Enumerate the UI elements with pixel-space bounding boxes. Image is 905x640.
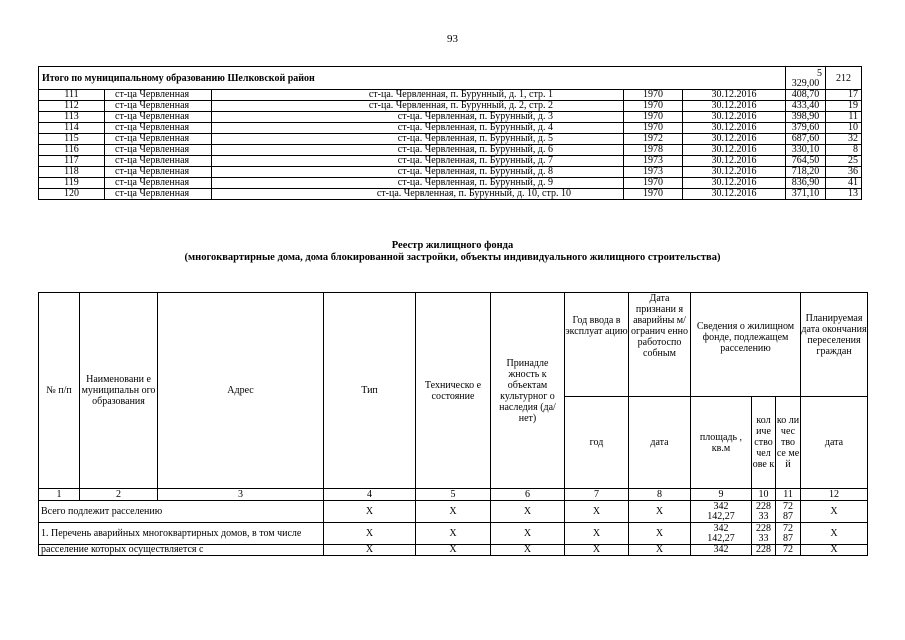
registry-title: Реестр жилищного фонда (391, 240, 514, 251)
row-number: 115 (39, 134, 105, 145)
row-year: X (565, 501, 629, 523)
column-number: 3 (158, 489, 324, 501)
row-count: 25 (826, 156, 862, 167)
row-area: 371,10 (786, 189, 826, 200)
row-type: X (324, 501, 416, 523)
row-address: ст-ца. Червленная, п. Бурунный, д. 7 (212, 156, 624, 167)
row-area: 398,90 (786, 112, 826, 123)
row-address: ст-ца. Червленная, п. Бурунный, д. 3 (212, 112, 624, 123)
row-place: ст-ца Червленная (105, 189, 212, 200)
header-resettle-group: Сведения о жилищном фонде, подлежащем расселению (691, 293, 801, 397)
table-row (39, 90, 862, 101)
row-number: 120 (39, 189, 105, 200)
row-date: 30.12.2016 (683, 156, 786, 167)
row-date: 30.12.2016 (683, 145, 786, 156)
column-number: 4 (324, 489, 416, 501)
row-number: 118 (39, 167, 105, 178)
column-number: 6 (491, 489, 565, 501)
row-count: 36 (826, 167, 862, 178)
row-year: 1972 (624, 134, 683, 145)
row-address: ст-ца. Червленная, п. Бурунный, д. 9 (212, 178, 624, 189)
header-row-1 (39, 293, 868, 397)
row-place: ст-ца Червленная (105, 123, 212, 134)
row-place: ст-ца Червленная (105, 156, 212, 167)
header-municipality: Наименовани е муниципальн ого образования (80, 293, 158, 489)
row-families: 72 87 (776, 501, 801, 523)
row-families: 72 (776, 545, 801, 556)
row-area: 342 142,27 (691, 523, 752, 545)
header-condition: Техническо е состояние (416, 293, 491, 489)
row-date: 30.12.2016 (683, 90, 786, 101)
row-place: ст-ца Червленная (105, 145, 212, 156)
table-row (39, 178, 862, 189)
subheader-date: дата (629, 397, 691, 489)
row-date: 30.12.2016 (683, 134, 786, 145)
row-count: 32 (826, 134, 862, 145)
row-address: ст-ца. Червленная, п. Бурунный, д. 5 (212, 134, 624, 145)
row-year: 1978 (624, 145, 683, 156)
table-row (39, 523, 868, 545)
row-date: 30.12.2016 (683, 101, 786, 112)
row-planned: X (801, 523, 868, 545)
row-condition: X (416, 501, 491, 523)
row-area: 342 (691, 545, 752, 556)
header-year-group: Год ввода в эксплуат ацию (565, 293, 629, 397)
column-number: 2 (80, 489, 158, 501)
row-type: X (324, 523, 416, 545)
subheader-planned-date: дата (801, 397, 868, 489)
row-area: 433,40 (786, 101, 826, 112)
table-row (39, 123, 862, 134)
header-date-group: Дата признани я аварийны м/огранич енно работоспо собным (629, 293, 691, 397)
header-num: № п/п (39, 293, 80, 489)
column-number: 12 (801, 489, 868, 501)
column-numbers-row (39, 489, 868, 501)
total-area: 5 329,00 (786, 67, 826, 90)
row-label: 1. Перечень аварийных многоквартирных домов, в том числе (39, 523, 324, 545)
row-number: 117 (39, 156, 105, 167)
subheader-area: площадь , кв.м (691, 397, 752, 489)
row-planned: X (801, 545, 868, 556)
row-people: 228 33 (752, 523, 776, 545)
row-area: 764,50 (786, 156, 826, 167)
row-area: 330,10 (786, 145, 826, 156)
row-date: 30.12.2016 (683, 112, 786, 123)
table-row (39, 101, 862, 112)
column-number: 11 (776, 489, 801, 501)
table-row (39, 134, 862, 145)
table-row (39, 112, 862, 123)
row-count: 17 (826, 90, 862, 101)
table-row (39, 501, 868, 523)
row-type: X (324, 545, 416, 556)
row-address: ст-ца. Червленная, п. Бурунный, д. 4 (212, 123, 624, 134)
row-label: расселение которых осуществляется с (39, 545, 324, 556)
row-number: 116 (39, 145, 105, 156)
table-row (39, 145, 862, 156)
row-number: 119 (39, 178, 105, 189)
row-count: 13 (826, 189, 862, 200)
row-year: 1973 (624, 167, 683, 178)
total-row (39, 67, 862, 90)
column-number: 10 (752, 489, 776, 501)
row-number: 111 (39, 90, 105, 101)
row-label: Всего подлежит расселению (39, 501, 324, 523)
row-year: X (565, 545, 629, 556)
table-row (39, 156, 862, 167)
row-number: 114 (39, 123, 105, 134)
header-address: Адрес (158, 293, 324, 489)
row-count: 19 (826, 101, 862, 112)
row-year: 1970 (624, 101, 683, 112)
row-year: 1970 (624, 123, 683, 134)
row-place: ст-ца Червленная (105, 112, 212, 123)
registry-table (38, 292, 868, 556)
row-address: ст-ца. Червленная, п. Бурунный, д. 10, стр. 10 (212, 189, 624, 200)
page-number: 93 (447, 33, 458, 45)
row-area: 379,60 (786, 123, 826, 134)
row-year: 1970 (624, 90, 683, 101)
column-number: 5 (416, 489, 491, 501)
row-place: ст-ца Червленная (105, 90, 212, 101)
column-number: 9 (691, 489, 752, 501)
registry-subtitle: (многоквартирные дома, дома блокированной застройки, объекты индивидуального жилищного строительства) (184, 252, 721, 263)
column-number: 1 (39, 489, 80, 501)
row-year: 1970 (624, 189, 683, 200)
row-people: 228 (752, 545, 776, 556)
row-place: ст-ца Червленная (105, 134, 212, 145)
row-date: X (629, 523, 691, 545)
row-year: 1973 (624, 156, 683, 167)
row-area: 342 142,27 (691, 501, 752, 523)
column-number: 7 (565, 489, 629, 501)
row-count: 8 (826, 145, 862, 156)
total-count: 212 (826, 67, 862, 90)
row-condition: X (416, 545, 491, 556)
header-planned-group: Планируемая дата окончания переселения граждан (801, 293, 868, 397)
row-area: 687,60 (786, 134, 826, 145)
subheader-year: год (565, 397, 629, 489)
table-row (39, 189, 862, 200)
row-date: 30.12.2016 (683, 178, 786, 189)
table-row (39, 167, 862, 178)
row-heritage: X (491, 545, 565, 556)
row-year: 1970 (624, 178, 683, 189)
row-date: 30.12.2016 (683, 189, 786, 200)
row-date: 30.12.2016 (683, 167, 786, 178)
row-area: 718,20 (786, 167, 826, 178)
table-row (39, 545, 868, 556)
row-condition: X (416, 523, 491, 545)
row-count: 11 (826, 112, 862, 123)
row-place: ст-ца Червленная (105, 178, 212, 189)
row-address: ст-ца. Червленная, п. Бурунный, д. 2, стр. 2 (212, 101, 624, 112)
row-heritage: X (491, 501, 565, 523)
subheader-people: кол иче ство чел ове к (752, 397, 776, 489)
row-count: 10 (826, 123, 862, 134)
header-heritage: Принадле жность к объектам культурног о наследия (да/нет) (491, 293, 565, 489)
row-number: 113 (39, 112, 105, 123)
row-year: 1970 (624, 112, 683, 123)
row-families: 72 87 (776, 523, 801, 545)
row-address: ст-ца. Червленная, п. Бурунный, д. 6 (212, 145, 624, 156)
subheader-families: ко ли чес тво се ме й (776, 397, 801, 489)
row-number: 112 (39, 101, 105, 112)
total-label: Итого по муниципальному образованию Шелковской район (39, 67, 786, 90)
row-address: ст-ца. Червленная, п. Бурунный, д. 1, стр. 1 (212, 90, 624, 101)
row-date: X (629, 501, 691, 523)
row-place: ст-ца Червленная (105, 101, 212, 112)
row-planned: X (801, 501, 868, 523)
column-number: 8 (629, 489, 691, 501)
row-count: 41 (826, 178, 862, 189)
row-date: X (629, 545, 691, 556)
header-type: Тип (324, 293, 416, 489)
row-heritage: X (491, 523, 565, 545)
row-place: ст-ца Червленная (105, 167, 212, 178)
row-people: 228 33 (752, 501, 776, 523)
row-year: X (565, 523, 629, 545)
row-date: 30.12.2016 (683, 123, 786, 134)
row-area: 408,70 (786, 90, 826, 101)
housing-list-table (38, 66, 862, 200)
row-area: 836,90 (786, 178, 826, 189)
row-address: ст-ца. Червленная, п. Бурунный, д. 8 (212, 167, 624, 178)
